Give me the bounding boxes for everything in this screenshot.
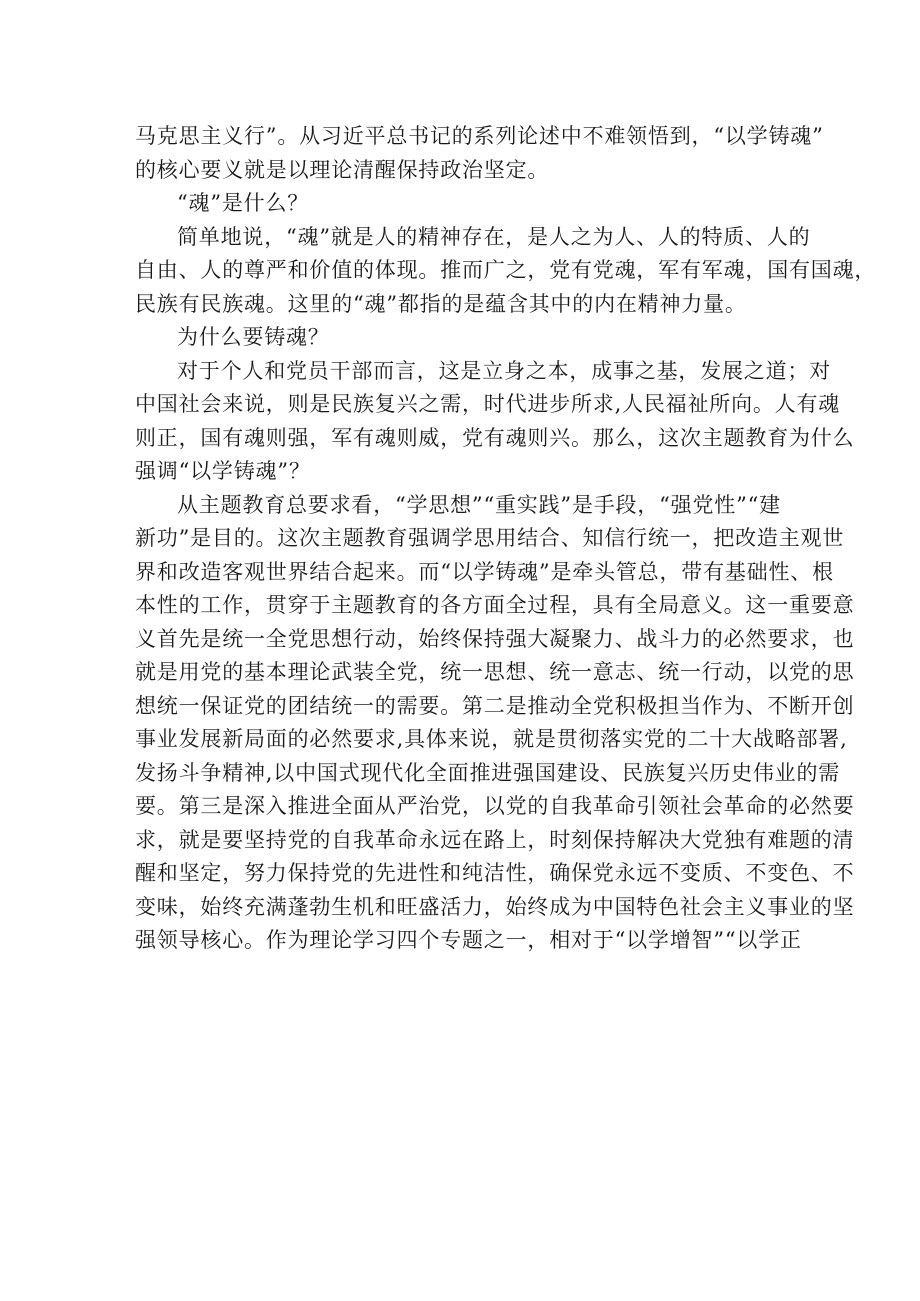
text-line-1: 马克思主义行”。从习近平总书记的系列论述中不难领悟到，“以学铸魂” bbox=[135, 124, 824, 148]
section-heading-what-is-soul: “魂”是什么？ bbox=[177, 191, 310, 215]
text-line-9: 中国社会来说，则是民族复兴之需，时代进步所求,人民福祉所向。人有魂 bbox=[135, 392, 841, 416]
text-line-14: 界和改造客观世界结合起来。而“以学铸魂”是牵头管总，带有基础性、根 bbox=[135, 559, 834, 584]
text-line-10: 则正，国有魂则强，军有魂则威，党有魂则兴。那么，这次主题教育为什么 bbox=[135, 425, 855, 450]
text-line-8: 对于个人和党员干部而言，这是立身之本，成事之基，发展之道；对 bbox=[177, 358, 831, 383]
document-body bbox=[135, 120, 877, 958]
text-line-15: 本性的工作，贯穿于主题教育的各方面全过程，具有全局意义。这一重要意 bbox=[135, 593, 855, 617]
text-line-17: 就是用党的基本理论武装全党，统一思想、统一意志、统一行动，以党的思 bbox=[135, 660, 855, 684]
text-line-24: 变味，始终充满蓬勃生机和旺盛活力，始终成为中国特色社会主义事业的坚 bbox=[135, 894, 855, 919]
text-line-21: 要。第三是深入推进全面从严治党，以党的自我革命引领社会革命的必然要 bbox=[135, 794, 855, 818]
text-line-6: 民族有民族魂。这里的“魂”都指的是蕴含其中的内在精神力量。 bbox=[135, 291, 747, 316]
text-line-16: 义首先是统一全党思想行动，始终保持强大凝聚力、战斗力的必然要求，也 bbox=[135, 626, 855, 651]
text-line-25: 强领导核心。作为理论学习四个专题之一，相对于“以学增智”“以学正 bbox=[135, 928, 802, 952]
text-line-13: 新功”是目的。这次主题教育强调学思用结合、知信行统一，把改造主观世 bbox=[135, 526, 845, 550]
text-line-22: 求，就是要坚持党的自我革命永远在路上，时刻保持解决大党独有难题的清 bbox=[135, 827, 855, 852]
text-line-5: 自由、人的尊严和价值的体现。推而广之，党有党魂，军有军魂，国有国魂， bbox=[135, 258, 877, 282]
text-line-20: 发扬斗争精神,以中国式现代化全面推进强国建设、民族复兴历史伟业的需 bbox=[135, 760, 841, 785]
text-line-11: 强调“以学铸魂”？ bbox=[135, 459, 311, 483]
section-heading-why-forge-soul: 为什么要铸魂？ bbox=[177, 325, 330, 349]
text-line-23: 醒和坚定，努力保持党的先进性和纯洁性，确保党永远不变质、不变色、不 bbox=[135, 861, 855, 885]
text-line-12: 从主题教育总要求看，“学思想”“重实践”是手段，“强党性”“建 bbox=[177, 492, 781, 517]
text-line-19: 事业发展新局面的必然要求,具体来说，就是贯彻落实党的二十大战略部署, bbox=[135, 727, 848, 751]
text-line-2: 的核心要义就是以理论清醒保持政治坚定。 bbox=[135, 157, 550, 182]
text-line-4: 简单地说，“魂”就是人的精神存在，是人之为人、人的特质、人的 bbox=[177, 224, 811, 249]
text-line-18: 想统一保证党的团结统一的需要。第二是推动全党积极担当作为、不断开创 bbox=[135, 693, 855, 718]
